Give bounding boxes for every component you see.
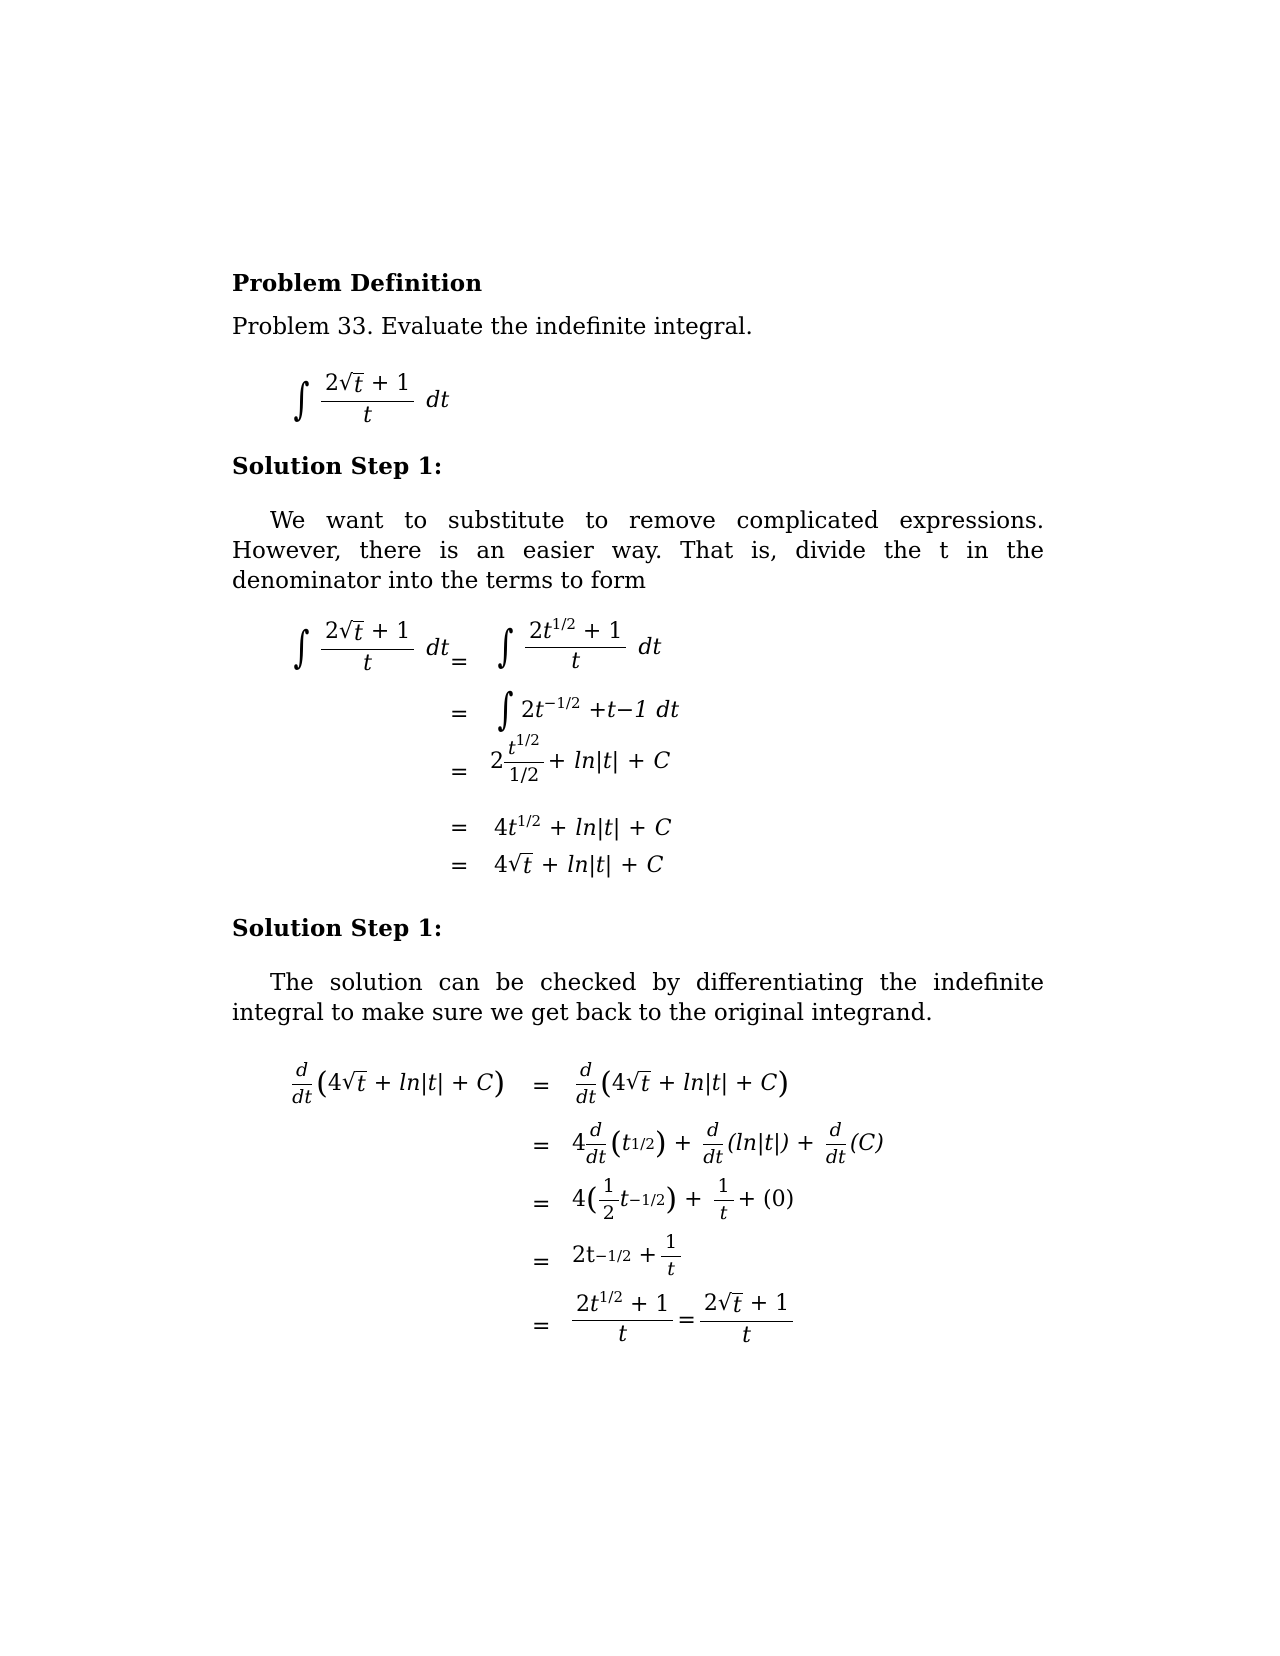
problem-integral: ∫ 2 √ t + 1 t dt [293, 371, 450, 429]
check-eq-4: = [532, 1250, 551, 1275]
check-eq-5: = [532, 1314, 551, 1339]
check-rhs-3: 4 ( $\frac{1}{2}$ t −1/2 ) + $\frac{1}{t}$ + (0) [572, 1175, 795, 1224]
check-rhs-2: 4 $\frac{d}{dt}$ ( t 1/2 ) + $\frac{d}{dt}$ (ln|t|) + $\frac{d}{dt}$ (C) [572, 1119, 884, 1168]
step1-eq-5: = [450, 854, 469, 879]
check-rhs-4: 2t −1/2 + $\frac{1}{t}$ [572, 1232, 685, 1280]
integral-sign: ∫ [293, 374, 310, 426]
check-eq-3: = [532, 1192, 551, 1217]
solution-step-2-heading: Solution Step 1: [232, 915, 443, 942]
step1-rhs-4: $4t^{1/2}$ + ln|t| + C [494, 812, 672, 841]
check-lhs: $\frac{d}{dt}$ ( 4 √ t + ln|t| + C ) [292, 1059, 506, 1108]
solution-step-1-text: We want to substitute to remove complicated expressions. However, there is an easier way. That is, divide the t in the denominator into the terms to form [232, 508, 1044, 594]
integrand-fraction: 2 √ t + 1 t [321, 372, 414, 428]
solution-step-1-heading: Solution Step 1: [232, 453, 443, 480]
check-rhs-5: $\frac{2t^{1/2} + 1}{t}$ = 2 √ t + 1 t [568, 1292, 797, 1348]
solution-step-2-text: The solution can be checked by differentiating the indefinite integral to make sure we get back to the original integrand. [232, 970, 1044, 1026]
step1-eq-1: = [450, 650, 469, 675]
check-rhs-1: $\frac{d}{dt}$ ( 4 √ t + ln|t| + C ) [576, 1059, 790, 1108]
step1-rhs-1: ∫ $\frac{2t^{1/2} + 1}{t}$ dt [497, 615, 662, 675]
problem-statement: Problem 33. Evaluate the indefinite integral. [232, 314, 753, 340]
step1-rhs-3: 2 $\frac{t^{1/2}}{1/2}$ + ln|t| + C [490, 731, 671, 786]
step1-eq-2: = [450, 702, 469, 727]
step1-rhs-2: ∫ $2t^{-1/2}$ + t−1 dt [497, 684, 680, 735]
problem-definition-heading: Problem Definition [232, 270, 483, 297]
check-eq-1: = [532, 1074, 551, 1099]
step1-lhs: ∫ 2 √ t + 1 t dt [293, 619, 450, 677]
check-eq-2: = [532, 1134, 551, 1159]
step1-eq-4: = [450, 816, 469, 841]
step1-rhs-5: 4 √ t + ln|t| + C [494, 852, 664, 879]
step1-eq-3: = [450, 760, 469, 785]
